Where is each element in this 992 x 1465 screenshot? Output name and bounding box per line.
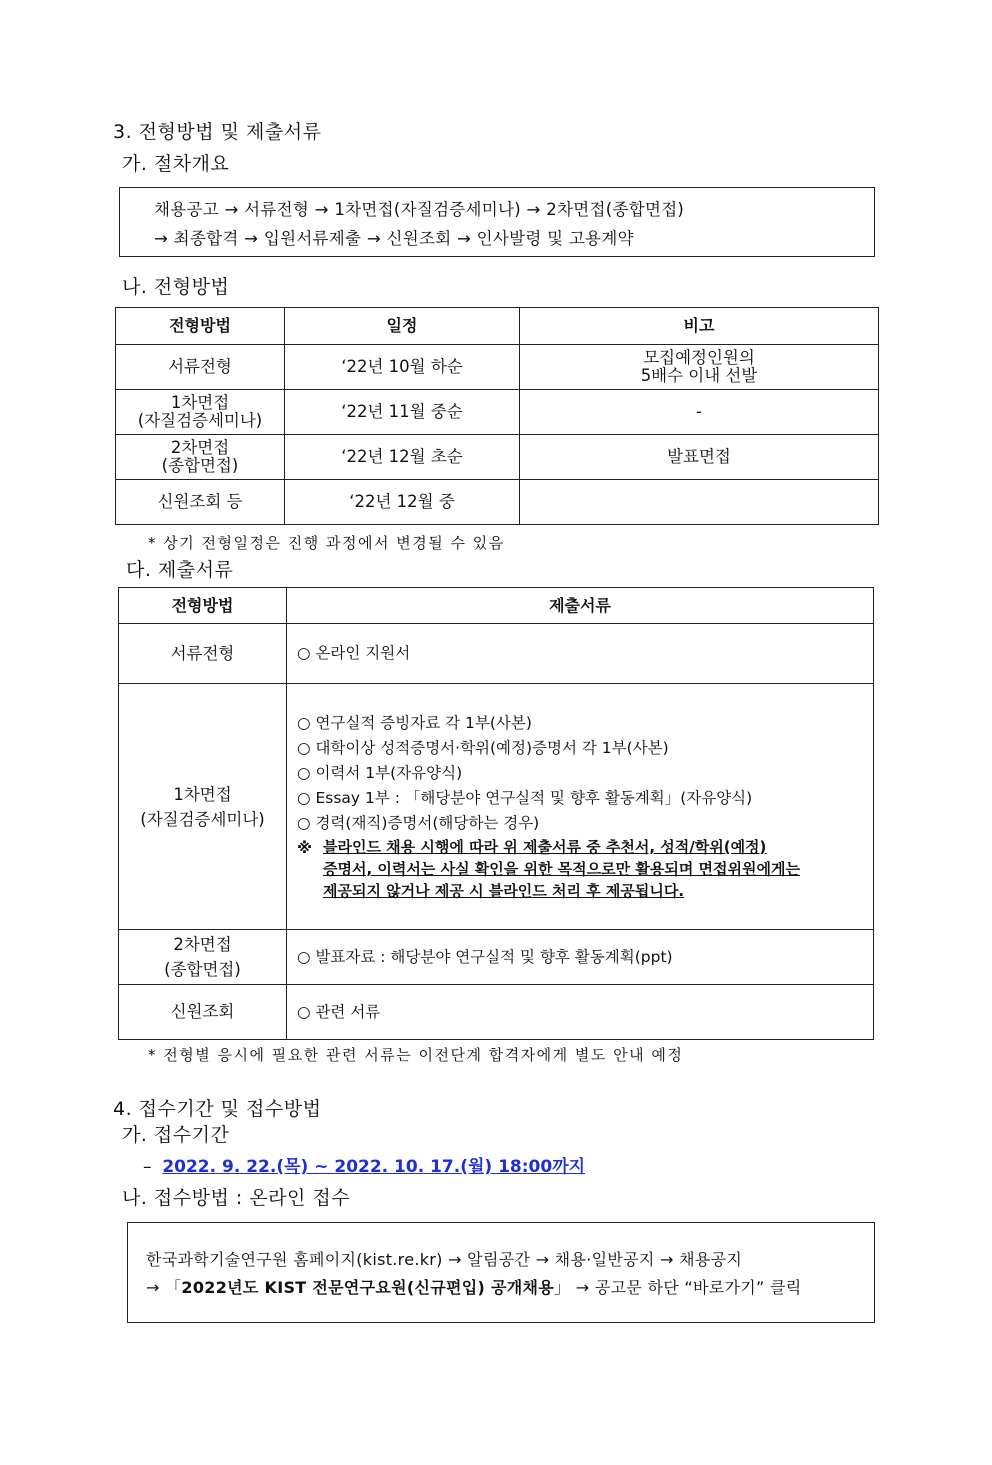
posting-name: 2022년도 KIST 전문연구요원(신규편입) 공개채용 xyxy=(181,1278,555,1297)
schedule-method-cell: 신원조회 등 xyxy=(116,480,285,525)
schedule-method-line: (종합면접) xyxy=(161,456,239,475)
document-item: ○ 이력서 1부(자유양식) xyxy=(297,764,463,782)
table-row xyxy=(116,390,879,435)
notice-line: 제공되지 않거나 제공 시 블라인드 처리 후 제공됩니다. xyxy=(323,882,685,900)
schedule-method-line: (자질검증세미나) xyxy=(137,411,263,430)
documents-header-row xyxy=(119,588,874,624)
documents-method-line: 1차면접 xyxy=(173,784,232,804)
schedule-note-line: 5배수 이내 선발 xyxy=(640,366,758,385)
application-method-line-1: 한국과학기술연구원 홈페이지(kist.re.kr) → 알림공간 → 채용·일반공지 → 채용공지 xyxy=(146,1250,743,1269)
schedule-header-row xyxy=(116,308,879,345)
application-method-title: 나. 접수방법 : 온라인 접수 xyxy=(122,1187,351,1209)
documents-header-docs: 제출서류 xyxy=(287,588,874,624)
section-3-title: 3. 전형방법 및 제출서류 xyxy=(113,121,322,143)
table-row xyxy=(119,624,874,684)
application-period-title: 가. 접수기간 xyxy=(122,1124,230,1146)
application-period-dates: 2022. 9. 22.(목) ~ 2022. 10. 17.(월) 18:00까지 xyxy=(162,1157,586,1177)
schedule-date-cell: ‘22년 12월 중 xyxy=(285,480,520,525)
procedure-line-2: → 최종합격 → 입원서류제출 → 신원조회 → 인사발령 및 고용계약 xyxy=(154,229,634,248)
table-row xyxy=(119,684,874,930)
document-item: ○ 연구실적 증빙자료 각 1부(사본) xyxy=(297,714,532,732)
schedule-date-cell: ‘22년 11월 중순 xyxy=(285,390,520,435)
schedule-note-cell xyxy=(520,345,879,390)
schedule-date-cell: ‘22년 12월 초순 xyxy=(285,435,520,480)
document-item: ○ 발표자료 : 해당분야 연구실적 및 향후 활동계획(ppt) xyxy=(297,947,673,966)
documents-method-cell: 서류전형 xyxy=(119,624,287,684)
document-item: ○ 관련 서류 xyxy=(297,1002,381,1021)
documents-list-cell xyxy=(287,624,874,684)
documents-list-cell xyxy=(287,985,874,1040)
schedule-method-cell: 서류전형 xyxy=(116,345,285,390)
procedure-box xyxy=(119,187,875,257)
schedule-footnote: * 상기 전형일정은 진행 과정에서 변경될 수 있음 xyxy=(148,534,505,552)
application-period xyxy=(143,1152,585,1177)
documents-method-line: (종합면접) xyxy=(164,960,241,979)
schedule-note-cell: - xyxy=(520,390,879,435)
documents-title: 다. 제출서류 xyxy=(126,559,234,581)
blind-hiring-notice xyxy=(297,836,873,902)
documents-method-cell xyxy=(119,684,287,930)
application-method-box xyxy=(127,1222,875,1323)
document-item: ○ 경력(재직)증명서(해당하는 경우) xyxy=(297,814,540,832)
bracket-open: → 「 xyxy=(146,1278,182,1297)
selection-method-title: 나. 전형방법 xyxy=(122,276,230,298)
document-item: ○ 온라인 지원서 xyxy=(297,644,411,662)
documents-list-cell xyxy=(287,930,874,985)
schedule-method-line: 2차면접 xyxy=(170,438,230,457)
table-row xyxy=(116,345,879,390)
documents-method-line: (자질검증세미나) xyxy=(140,809,265,829)
documents-method-cell xyxy=(119,930,287,985)
procedure-line-1: 채용공고 → 서류전형 → 1차면접(자질검증세미나) → 2차면접(종합면접) xyxy=(154,200,685,219)
schedule-method-cell xyxy=(116,435,285,480)
schedule-method-cell xyxy=(116,390,285,435)
reference-mark: ※ xyxy=(297,839,313,857)
notice-line: 증명서, 이력서는 사실 확인을 위한 목적으로만 활용되며 면접위원에게는 xyxy=(323,860,800,878)
documents-table xyxy=(118,587,874,1040)
dash: – xyxy=(143,1157,152,1177)
schedule-header-note: 비고 xyxy=(520,308,879,345)
notice-line: 블라인드 채용 시행에 따라 위 제출서류 중 추천서, 성적/학위(예정) xyxy=(323,838,767,856)
procedure-overview-title: 가. 절차개요 xyxy=(122,153,230,175)
table-row xyxy=(119,985,874,1040)
table-row xyxy=(116,435,879,480)
document-item: ○ Essay 1부 : 「해당분야 연구실적 및 향후 활동계획」(자유양식) xyxy=(297,789,753,807)
documents-list-cell xyxy=(287,684,874,930)
schedule-date-cell: ‘22년 10월 하순 xyxy=(285,345,520,390)
schedule-method-line: 1차면접 xyxy=(170,393,230,412)
bracket-close-text: 」 → 공고문 하단 “바로가기” 클릭 xyxy=(554,1278,802,1297)
schedule-note-cell: 발표면접 xyxy=(520,435,879,480)
documents-method-cell: 신원조회 xyxy=(119,985,287,1040)
documents-method-line: 2차면접 xyxy=(173,935,232,954)
schedule-header-method: 전형방법 xyxy=(116,308,285,345)
table-row xyxy=(119,930,874,985)
documents-header-method: 전형방법 xyxy=(119,588,287,624)
schedule-note-line: 모집예정인원의 xyxy=(643,348,755,367)
application-method-line-2 xyxy=(146,1275,802,1298)
document-item: ○ 대학이상 성적증명서·학위(예정)증명서 각 1부(사본) xyxy=(297,739,669,757)
section-4-title: 4. 접수기간 및 접수방법 xyxy=(113,1098,322,1120)
documents-footnote: * 전형별 응시에 필요한 관련 서류는 이전단계 합격자에게 별도 안내 예정 xyxy=(148,1046,684,1064)
schedule-header-date: 일정 xyxy=(285,308,520,345)
schedule-note-cell xyxy=(520,480,879,525)
schedule-table xyxy=(115,307,879,525)
table-row xyxy=(116,480,879,525)
